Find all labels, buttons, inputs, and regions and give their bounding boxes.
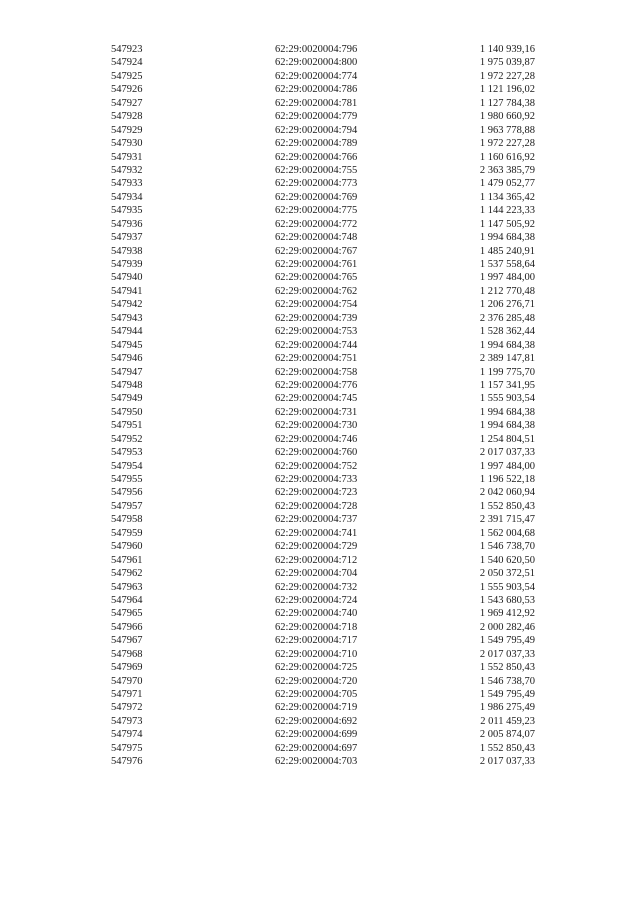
- cadastral-value: 1 537 558,64: [479, 259, 535, 270]
- record-number: 547933: [111, 178, 143, 190]
- cadastral-value: 1 196 522,18: [479, 474, 535, 485]
- record-number: 547966: [111, 621, 143, 633]
- cadastral-number: 62:29:0020004:766: [275, 151, 358, 163]
- record-number: 547959: [111, 527, 143, 539]
- record-number: 547935: [111, 205, 143, 217]
- cadastral-value: 2 050 372,51: [479, 568, 535, 580]
- cadastral-value: 1 994 684,38: [479, 406, 535, 418]
- table-row: [0, 701, 640, 714]
- cadastral-value: 1 972 227,28: [479, 70, 535, 82]
- table-row: [0, 742, 640, 755]
- table-row: [0, 83, 640, 96]
- cadastral-value: 1 997 484,00: [479, 460, 535, 472]
- table-row: [0, 594, 640, 607]
- cadastral-value: 1 206 276,71: [479, 299, 535, 311]
- table-row: [0, 675, 640, 688]
- cadastral-number: 62:29:0020004:796: [275, 44, 358, 55]
- table-row: [0, 728, 640, 741]
- cadastral-value: 1 212 770,48: [479, 285, 535, 297]
- cadastral-number: 62:29:0020004:720: [275, 675, 358, 687]
- cadastral-number: 62:29:0020004:762: [275, 285, 358, 297]
- table-row: [0, 419, 640, 432]
- cadastral-value: 1 528 362,44: [479, 326, 535, 338]
- cadastral-number: 62:29:0020004:775: [275, 205, 358, 217]
- cadastral-value: 1 549 795,49: [479, 635, 535, 647]
- cadastral-number: 62:29:0020004:754: [275, 299, 358, 311]
- table-row: [0, 661, 640, 674]
- cadastral-value: 1 134 365,42: [479, 191, 535, 203]
- cadastral-value: 2 017 037,33: [479, 756, 535, 768]
- record-number: 547961: [111, 554, 143, 566]
- cadastral-number: 62:29:0020004:769: [275, 191, 358, 203]
- cadastral-number: 62:29:0020004:737: [275, 514, 358, 526]
- table-row: [0, 755, 640, 768]
- table-row: [0, 245, 640, 258]
- cadastral-number: 62:29:0020004:760: [275, 447, 358, 459]
- record-number: 547949: [111, 393, 143, 405]
- record-number: 547938: [111, 245, 143, 257]
- table-row: [0, 56, 640, 69]
- record-number: 547939: [111, 259, 143, 270]
- cadastral-value: 1 552 850,43: [479, 662, 535, 674]
- record-number: 547954: [111, 460, 143, 472]
- cadastral-number: 62:29:0020004:725: [275, 662, 358, 674]
- record-number: 547931: [111, 151, 143, 163]
- cadastral-number: 62:29:0020004:751: [275, 353, 358, 365]
- cadastral-value: 1 144 223,33: [479, 205, 535, 217]
- cadastral-value: 1 157 341,95: [479, 379, 535, 391]
- table-row: [0, 271, 640, 284]
- cadastral-value: 1 140 939,16: [479, 44, 535, 55]
- cadastral-number: 62:29:0020004:741: [275, 527, 358, 539]
- record-number: 547948: [111, 379, 143, 391]
- record-number: 547972: [111, 702, 143, 714]
- table-row: [0, 715, 640, 728]
- table-row: [0, 231, 640, 244]
- cadastral-number: 62:29:0020004:773: [275, 178, 358, 190]
- table-row: [0, 446, 640, 459]
- cadastral-value: 2 017 037,33: [479, 447, 535, 459]
- cadastral-value: 1 552 850,43: [479, 500, 535, 512]
- record-number: 547973: [111, 715, 143, 727]
- cadastral-value-table: [0, 43, 640, 769]
- table-row: [0, 527, 640, 540]
- table-row: [0, 460, 640, 473]
- table-row: [0, 406, 640, 419]
- cadastral-number: 62:29:0020004:705: [275, 689, 358, 700]
- cadastral-number: 62:29:0020004:779: [275, 111, 358, 123]
- table-row: [0, 486, 640, 499]
- cadastral-value: 1 980 660,92: [479, 111, 535, 123]
- record-number: 547942: [111, 299, 143, 311]
- table-row: [0, 339, 640, 352]
- record-number: 547965: [111, 608, 143, 620]
- cadastral-number: 62:29:0020004:712: [275, 554, 358, 566]
- record-number: 547957: [111, 500, 143, 512]
- record-number: 547969: [111, 662, 143, 674]
- cadastral-number: 62:29:0020004:794: [275, 124, 358, 136]
- cadastral-number: 62:29:0020004:772: [275, 218, 358, 230]
- cadastral-number: 62:29:0020004:723: [275, 487, 358, 499]
- table-row: [0, 540, 640, 553]
- record-number: 547960: [111, 541, 143, 553]
- cadastral-number: 62:29:0020004:755: [275, 164, 358, 176]
- record-number: 547952: [111, 433, 143, 445]
- cadastral-number: 62:29:0020004:786: [275, 84, 358, 96]
- table-row: [0, 581, 640, 594]
- cadastral-number: 62:29:0020004:717: [275, 635, 358, 647]
- cadastral-value: 2 363 385,79: [479, 164, 535, 176]
- record-number: 547962: [111, 568, 143, 580]
- cadastral-value: 1 997 484,00: [479, 272, 535, 284]
- cadastral-number: 62:29:0020004:728: [275, 500, 358, 512]
- table-row: [0, 218, 640, 231]
- table-row: [0, 379, 640, 392]
- table-row: [0, 513, 640, 526]
- cadastral-number: 62:29:0020004:731: [275, 406, 358, 418]
- record-number: 547956: [111, 487, 143, 499]
- table-row: [0, 285, 640, 298]
- record-number: 547944: [111, 326, 143, 338]
- cadastral-number: 62:29:0020004:761: [275, 259, 358, 270]
- cadastral-number: 62:29:0020004:699: [275, 729, 358, 741]
- record-number: 547923: [111, 44, 143, 55]
- table-row: [0, 500, 640, 513]
- record-number: 547936: [111, 218, 143, 230]
- record-number: 547946: [111, 353, 143, 365]
- table-row: [0, 124, 640, 137]
- table-row: [0, 164, 640, 177]
- record-number: 547932: [111, 164, 143, 176]
- cadastral-number: 62:29:0020004:752: [275, 460, 358, 472]
- cadastral-value: 1 562 004,68: [479, 527, 535, 539]
- table-row: [0, 688, 640, 701]
- cadastral-value: 1 975 039,87: [479, 57, 535, 69]
- record-number: 547928: [111, 111, 143, 123]
- table-row: [0, 325, 640, 338]
- table-row: [0, 352, 640, 365]
- record-number: 547929: [111, 124, 143, 136]
- cadastral-value: 1 969 412,92: [479, 608, 535, 620]
- table-row: [0, 70, 640, 83]
- cadastral-value: 1 986 275,49: [479, 702, 535, 714]
- table-row: [0, 366, 640, 379]
- cadastral-number: 62:29:0020004:753: [275, 326, 358, 338]
- table-row: [0, 204, 640, 217]
- table-row: [0, 110, 640, 123]
- cadastral-value: 1 555 903,54: [479, 581, 535, 593]
- cadastral-value: 1 555 903,54: [479, 393, 535, 405]
- record-number: 547975: [111, 742, 143, 754]
- cadastral-number: 62:29:0020004:697: [275, 742, 358, 754]
- cadastral-value: 2 017 037,33: [479, 648, 535, 660]
- record-number: 547971: [111, 689, 143, 700]
- cadastral-value: 1 972 227,28: [479, 138, 535, 150]
- cadastral-number: 62:29:0020004:739: [275, 312, 358, 324]
- record-number: 547925: [111, 70, 143, 82]
- cadastral-number: 62:29:0020004:732: [275, 581, 358, 593]
- table-row: [0, 554, 640, 567]
- record-number: 547950: [111, 406, 143, 418]
- table-row: [0, 258, 640, 271]
- cadastral-value: 2 389 147,81: [479, 353, 535, 365]
- table-row: [0, 151, 640, 164]
- cadastral-number: 62:29:0020004:724: [275, 594, 358, 606]
- record-number: 547976: [111, 756, 143, 768]
- record-number: 547958: [111, 514, 143, 526]
- cadastral-value: 2 042 060,94: [479, 487, 535, 499]
- record-number: 547926: [111, 84, 143, 96]
- record-number: 547940: [111, 272, 143, 284]
- cadastral-value: 1 543 680,53: [479, 594, 535, 606]
- cadastral-value: 1 254 804,51: [479, 433, 535, 445]
- record-number: 547955: [111, 474, 143, 485]
- cadastral-number: 62:29:0020004:744: [275, 339, 358, 351]
- cadastral-number: 62:29:0020004:730: [275, 420, 358, 432]
- cadastral-number: 62:29:0020004:746: [275, 433, 358, 445]
- cadastral-value: 1 546 738,70: [479, 541, 535, 553]
- record-number: 547945: [111, 339, 143, 351]
- cadastral-value: 1 147 505,92: [479, 218, 535, 230]
- record-number: 547953: [111, 447, 143, 459]
- cadastral-value: 1 127 784,38: [479, 97, 535, 109]
- cadastral-number: 62:29:0020004:729: [275, 541, 358, 553]
- record-number: 547967: [111, 635, 143, 647]
- cadastral-number: 62:29:0020004:748: [275, 232, 358, 244]
- cadastral-value: 2 391 715,47: [479, 514, 535, 526]
- table-row: [0, 97, 640, 110]
- cadastral-value: 1 540 620,50: [479, 554, 535, 566]
- cadastral-number: 62:29:0020004:710: [275, 648, 358, 660]
- cadastral-number: 62:29:0020004:758: [275, 366, 358, 378]
- cadastral-number: 62:29:0020004:719: [275, 702, 358, 714]
- cadastral-value: 1 994 684,38: [479, 232, 535, 244]
- cadastral-number: 62:29:0020004:789: [275, 138, 358, 150]
- record-number: 547974: [111, 729, 143, 741]
- table-row: [0, 648, 640, 661]
- cadastral-number: 62:29:0020004:704: [275, 568, 358, 580]
- cadastral-value: 1 121 196,02: [479, 84, 535, 96]
- cadastral-number: 62:29:0020004:765: [275, 272, 358, 284]
- table-row: [0, 43, 640, 56]
- record-number: 547934: [111, 191, 143, 203]
- cadastral-value: 1 485 240,91: [479, 245, 535, 257]
- cadastral-value: 2 011 459,23: [480, 715, 535, 727]
- table-row: [0, 433, 640, 446]
- table-row: [0, 567, 640, 580]
- cadastral-number: 62:29:0020004:776: [275, 379, 358, 391]
- table-row: [0, 473, 640, 486]
- cadastral-number: 62:29:0020004:745: [275, 393, 358, 405]
- table-row: [0, 392, 640, 405]
- table-row: [0, 634, 640, 647]
- table-row: [0, 177, 640, 190]
- record-number: 547970: [111, 675, 143, 687]
- cadastral-value: 2 005 874,07: [479, 729, 535, 741]
- record-number: 547964: [111, 594, 143, 606]
- cadastral-value: 1 479 052,77: [479, 178, 535, 190]
- record-number: 547968: [111, 648, 143, 660]
- cadastral-value: 2 376 285,48: [479, 312, 535, 324]
- record-number: 547927: [111, 97, 143, 109]
- record-number: 547930: [111, 138, 143, 150]
- record-number: 547951: [111, 420, 143, 432]
- table-row: [0, 298, 640, 311]
- cadastral-value: 1 552 850,43: [479, 742, 535, 754]
- cadastral-number: 62:29:0020004:692: [275, 715, 358, 727]
- cadastral-value: 2 000 282,46: [479, 621, 535, 633]
- record-number: 547963: [111, 581, 143, 593]
- table-row: [0, 191, 640, 204]
- table-row: [0, 607, 640, 620]
- record-number: 547943: [111, 312, 143, 324]
- cadastral-number: 62:29:0020004:733: [275, 474, 358, 485]
- table-row: [0, 312, 640, 325]
- table-row: [0, 621, 640, 634]
- cadastral-number: 62:29:0020004:703: [275, 756, 358, 768]
- record-number: 547947: [111, 366, 143, 378]
- cadastral-value: 1 549 795,49: [479, 689, 535, 700]
- cadastral-value: 1 199 775,70: [479, 366, 535, 378]
- cadastral-number: 62:29:0020004:740: [275, 608, 358, 620]
- record-number: 547937: [111, 232, 143, 244]
- cadastral-number: 62:29:0020004:718: [275, 621, 358, 633]
- cadastral-value: 1 963 778,88: [479, 124, 535, 136]
- table-row: [0, 137, 640, 150]
- record-number: 547924: [111, 57, 143, 69]
- cadastral-value: 1 546 738,70: [479, 675, 535, 687]
- cadastral-value: 1 994 684,38: [479, 339, 535, 351]
- cadastral-number: 62:29:0020004:781: [275, 97, 358, 109]
- record-number: 547941: [111, 285, 143, 297]
- cadastral-value: 1 160 616,92: [479, 151, 535, 163]
- cadastral-number: 62:29:0020004:767: [275, 245, 358, 257]
- cadastral-number: 62:29:0020004:774: [275, 70, 358, 82]
- cadastral-number: 62:29:0020004:800: [275, 57, 358, 69]
- cadastral-value: 1 994 684,38: [479, 420, 535, 432]
